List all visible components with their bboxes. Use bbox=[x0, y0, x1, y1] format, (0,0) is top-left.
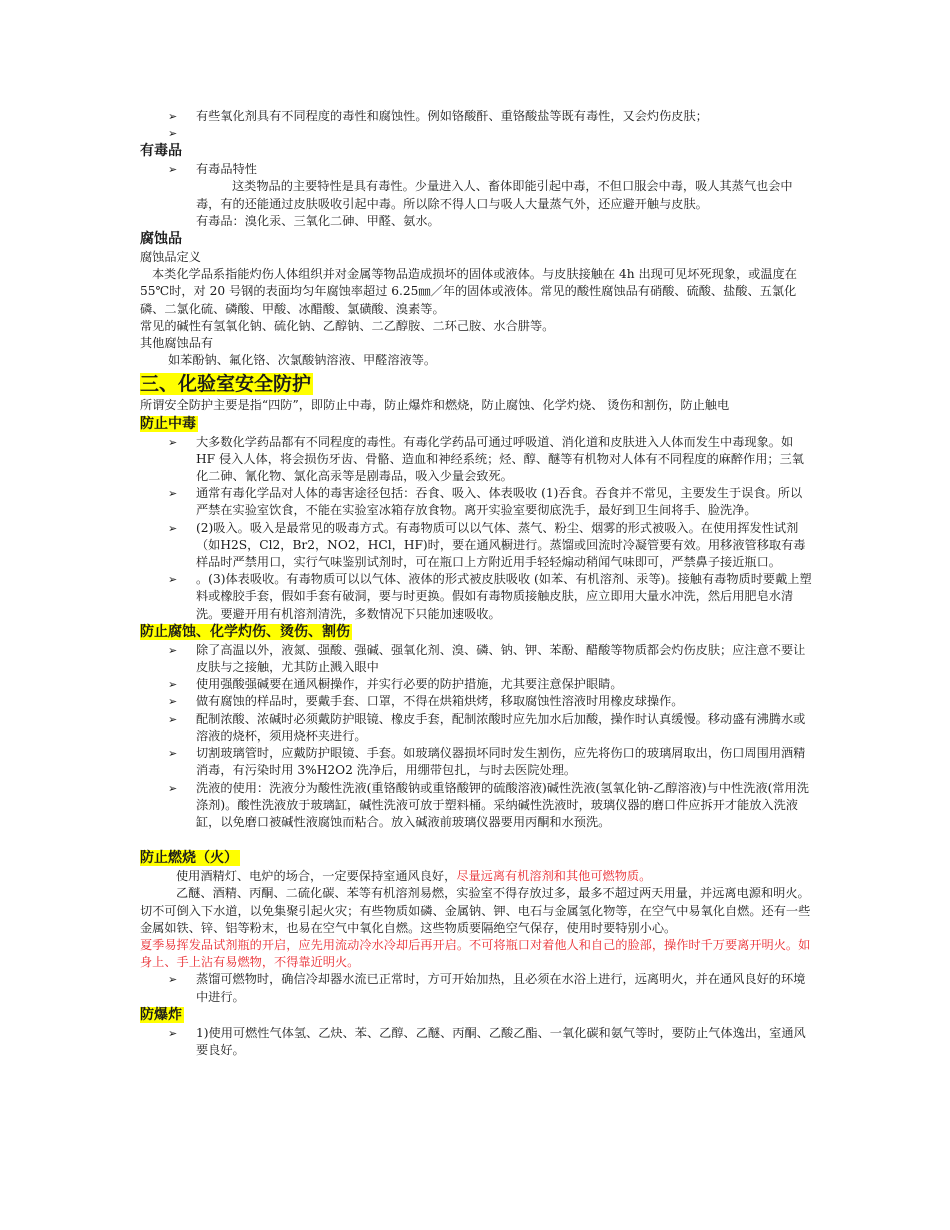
paragraph: 如苯酚钠、氟化铬、次氯酸钠溶液、甲醛溶液等。 bbox=[168, 353, 437, 368]
paragraph: 乙醚、酒精、丙酮、二硫化碳、苯等有机溶剂易燃，实验室不得存放过多，最多不超过两天用量，并远离电源和明火。切不可倒入下水道，以免集聚引起火灾；有些物质如磷、金属钠、钾、电石与金属氢化物等，在空气中易氧化自燃。还有一些金属如铁、锌、铝等粉末，也易在空气中氧化自燃。这些物质要隔绝空气保存，使用时要特别小心。 bbox=[140, 886, 811, 935]
paragraph bbox=[140, 868, 812, 885]
list-item: ➢ 做有腐蚀的样品时，要戴手套、口罩，不得在烘箱烘烤，移取腐蚀性溶液时用橡皮球操作。 bbox=[140, 693, 812, 710]
warning-text: 尽量远离有机溶剂和其他可燃物质。 bbox=[456, 869, 652, 884]
list-item: ➢ (2)吸入。吸入是最常见的吸毒方式。有毒物质可以以气体、蒸气、粉尘、烟雾的形式被吸入。在使用挥发性试剂（如H2S，Cl2，Br2，NO2，HCl，HF)时，要在通风橱进行。蒸馏或回流时冷凝管要有效。用移液管移取有毒样品时严禁用口，实行气味鉴别试剂时，可在瓶口上方附近用手轻轻煽动稍闻气味即可，严禁鼻子接近瓶口。 bbox=[140, 520, 812, 572]
spacer bbox=[140, 831, 812, 849]
list-item: ➢ 1)使用可燃性气体氢、乙炔、苯、乙醇、乙醚、丙酮、乙酸乙酯、一氧化碳和氨气等时，要防止气体逸出，室通风要良好。 bbox=[140, 1025, 812, 1059]
section-heading-corrosive: 腐蚀品 bbox=[140, 231, 182, 248]
chapter-title-text: 三、化验室安全防护 bbox=[140, 373, 312, 396]
list-item: ➢ 洗液的使用：洗液分为酸性洗液(重铬酸钠或重铬酸钾的硫酸溶液)碱性洗液(氢氧化钠-乙醇溶液)与中性洗液(常用洗涤剂)。酸性洗液放于玻璃缸，碱性洗液可放于塑料桶。采纳碱性洗液时，玻璃仪器的磨口件应拆开才能放入洗液缸，以免磨口被碱性液腐蚀而粘合。放入碱液前玻璃仪器要用丙酮和水预洗。 bbox=[140, 780, 812, 832]
list-item: ➢ 使用强酸强碱要在通风橱操作，并实行必要的防护措施，尤其要注意保护眼睛。 bbox=[140, 676, 812, 693]
subheading: 其他腐蚀品有 bbox=[140, 336, 214, 351]
chapter-title bbox=[140, 372, 812, 397]
section-heading-text: 防止腐蚀、化学灼伤、烫伤、割伤 bbox=[140, 623, 350, 640]
list-item: ➢ 有毒品特性 bbox=[140, 161, 812, 178]
section-heading-text: 防止燃烧（火） bbox=[140, 850, 238, 867]
list-item: ➢ 除了高温以外，液氮、强酸、强碱、强氧化剂、溴、磷、钠、钾、苯酚、醋酸等物质都会灼伤皮肤；应注意不要让皮肤与之接触，尤其防止溅入眼中 bbox=[140, 642, 812, 676]
subheading: 腐蚀品定义 bbox=[140, 250, 201, 265]
list-item-empty bbox=[140, 125, 812, 142]
section-heading-poison bbox=[140, 415, 812, 434]
paragraph: 有毒品：溴化汞、三氧化二砷、甲醛、氨水。 bbox=[196, 213, 440, 228]
section-heading-text: 防爆炸 bbox=[140, 1006, 182, 1023]
list-item: ➢ 切割玻璃管时，应戴防护眼镜、手套。如玻璃仪器损坏同时发生割伤，应先将伤口的玻璃屑取出，伤口周围用酒精消毒，有污染时用 3%H2O2 洗净后，用绷带包扎，与时去医院处理。 bbox=[140, 745, 812, 779]
warning-paragraph: 夏季易挥发品试剂瓶的开启，应先用流动冷水冷却后再开启。不可将瓶口对着他人和自己的脸部，操作时千万要离开明火。如身上、手上沾有易燃物，不得靠近明火。 bbox=[140, 937, 811, 970]
section-heading-explosion bbox=[140, 1006, 812, 1025]
list-item: ➢ 。(3)体表吸收。有毒物质可以以气体、液体的形式被皮肤吸收 (如苯、有机溶剂、汞等)。接触有毒物质时要戴上塑料或橡胶手套，假如手套有破洞，要与时更换。假如有毒物质接触皮肤，应立即用大量水冲洗，然后用肥皂水清洗。要避开用有机溶剂清洗，多数情况下只能加速吸收。 bbox=[140, 571, 812, 623]
section-heading-text: 防止中毒 bbox=[140, 415, 196, 432]
section-heading-corrosion bbox=[140, 623, 812, 642]
list-item: ➢ 配制浓酸、浓碱时必须戴防护眼镜、橡皮手套，配制浓酸时应先加水后加酸，操作时认真缓慢。移动盛有沸腾水或溶液的烧杯，须用烧杯夹进行。 bbox=[140, 711, 812, 745]
paragraph: 本类化学品系指能灼伤人体组织并对金属等物品造成损坏的固体或液体。与皮肤接触在 4h 出现可见坏死现象，或温度在 55℃时，对 20 号钢的表面均匀年腐蚀率超过 6.25㎜／年的固体或液体。常见的酸性腐蚀品有硝酸、硫酸、盐酸、五氯化磷、二氯化硫、磷酸、甲酸、冰醋酸、氯磺酸、溴素等。 bbox=[140, 267, 797, 316]
section-heading-fire bbox=[140, 849, 812, 868]
section-heading-toxic: 有毒品 bbox=[140, 143, 182, 160]
paragraph: 常见的碱性有氢氧化钠、硫化钠、乙醇钠、二乙醇胺、二环己胺、水合肼等。 bbox=[140, 318, 555, 333]
list-item: ➢ 大多数化学药品都有不同程度的毒性。有毒化学药品可通过呼吸道、消化道和皮肤进入人体而发生中毒现象。如 HF 侵入人体，将会损伤牙齿、骨骼、造血和神经系统；烃、醇、醚等有机物对人体有不同程度的麻醉作用；三氧化二砷、氰化物、氯化高汞等是剧毒品，吸入少量会致死。 bbox=[140, 434, 812, 486]
document-page bbox=[140, 108, 812, 1059]
list-item: ➢ 有些氧化剂具有不同程度的毒性和腐蚀性。例如铬酸酐、重铬酸盐等既有毒性，又会灼伤皮肤； bbox=[140, 108, 812, 125]
paragraph: 所谓安全防护主要是指“四防”，即防止中毒，防止爆炸和燃烧，防止腐蚀、化学灼烧、 烫伤和割伤，防止触电 bbox=[140, 398, 730, 413]
list-item: ➢ 通常有毒化学品对人体的毒害途径包括：吞食、吸入、体表吸收 (1)吞食。吞食并不常见，主要发生于误食。所以严禁在实验室饮食，不能在实验室冰箱存放食物。离开实验室要彻底洗手，最好到卫生间将手、脸洗净。 bbox=[140, 485, 812, 519]
paragraph: 这类物品的主要特性是具有毒性。少量进入人、畜体即能引起中毒，不但口服会中毒，吸人其蒸气也会中毒，有的还能通过皮肤吸收引起中毒。所以除不得人口与吸人大量蒸气外，还应避开触与皮肤。 bbox=[196, 179, 793, 211]
text-run: 使用酒精灯、电炉的场合，一定要保持室通风良好， bbox=[176, 869, 457, 884]
list-item: ➢ 蒸馏可燃物时，确信冷却器水流已正常时，方可开始加热，且必须在水浴上进行，远离明火，并在通风良好的环境中进行。 bbox=[140, 971, 812, 1005]
